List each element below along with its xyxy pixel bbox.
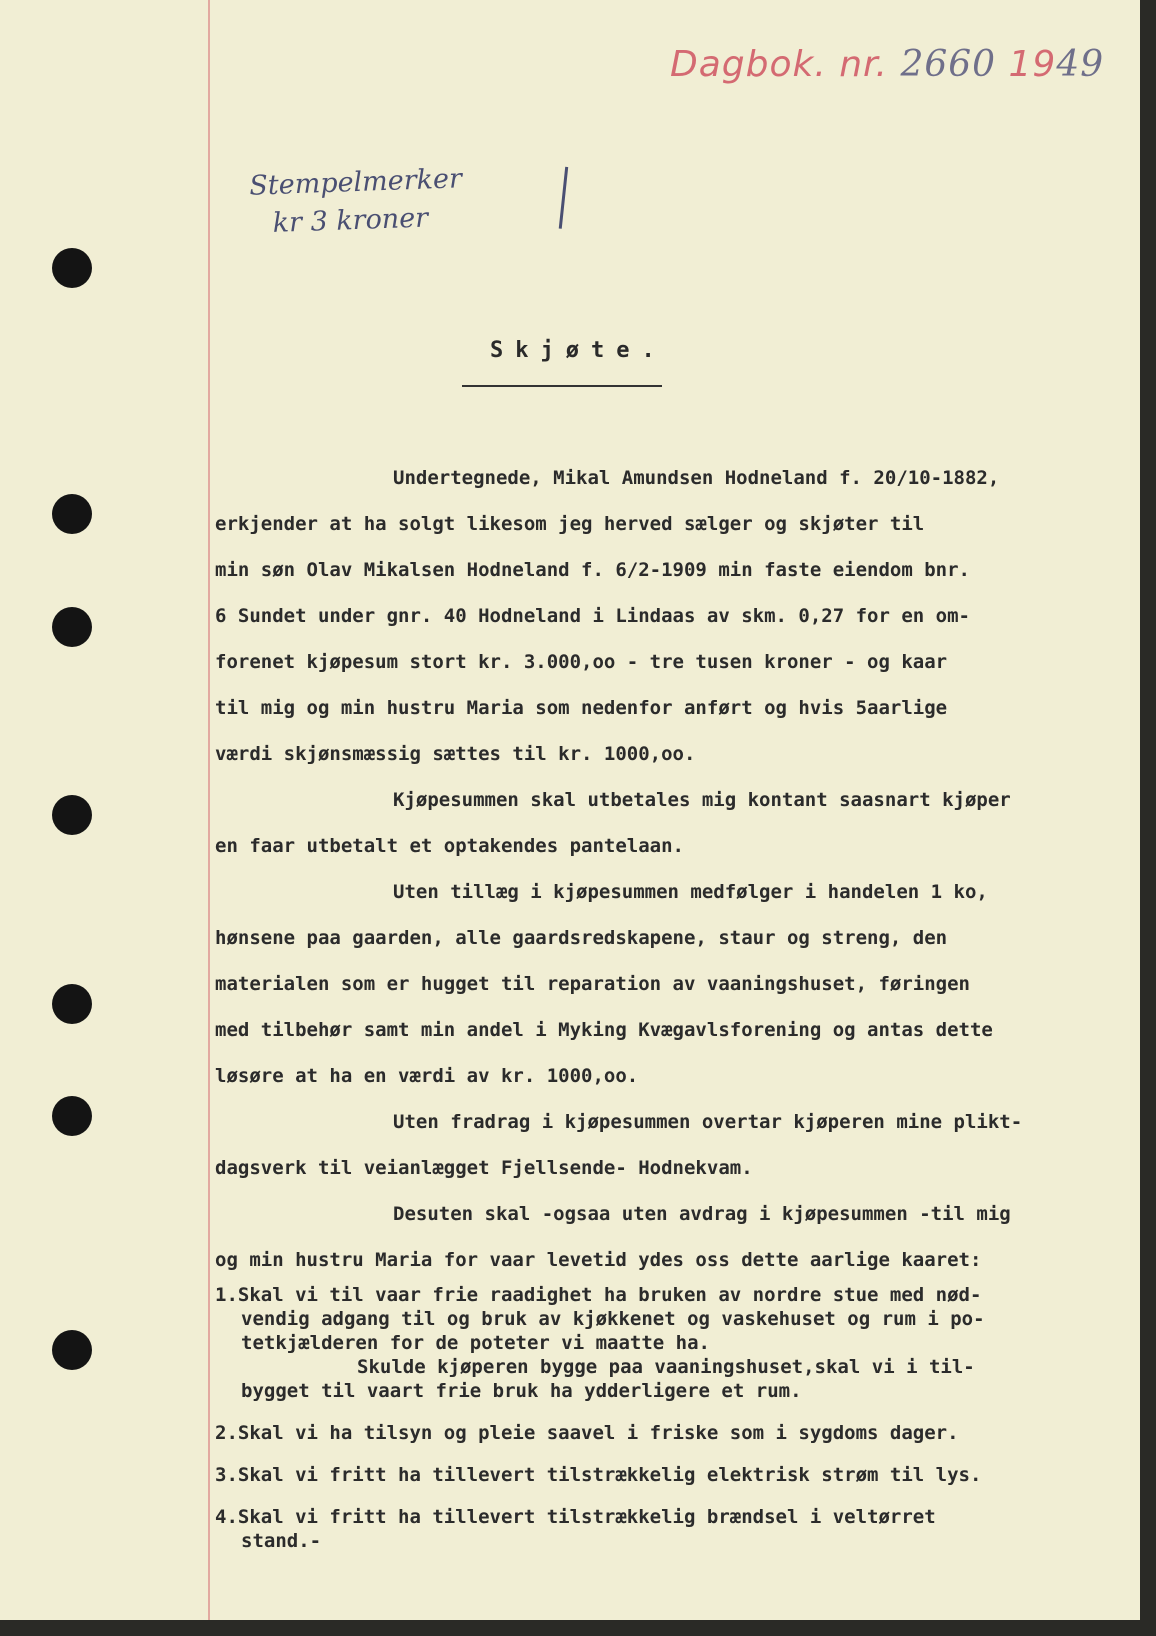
list-gap (215, 1403, 1120, 1421)
list-item-line: 1.Skal vi til vaar frie raadighet ha bruken av nordre stue med nød- (215, 1284, 982, 1306)
binder-hole (52, 795, 92, 835)
stamp-year-suffix: 49 (1056, 44, 1105, 85)
document-body (215, 455, 1120, 1571)
title-underline (462, 385, 662, 387)
margin-line (208, 0, 210, 1620)
conditions-list (215, 1283, 1120, 1571)
journal-stamp (670, 44, 1104, 85)
handwritten-annotation (249, 160, 464, 243)
binder-hole (52, 1330, 92, 1370)
text-line: Uten tillæg i kjøpesummen medfølger i handelen 1 ko, (393, 881, 988, 903)
list-item-line: bygget til vaart frie bruk ha ydderligere et rum. (241, 1380, 802, 1402)
text-line: forenet kjøpesum stort kr. 3.000,oo - tre tusen kroner - og kaar (215, 651, 948, 673)
list-item-line: 4.Skal vi fritt ha tillevert tilstrækkelig brændsel i veltørret (215, 1506, 936, 1528)
list-item-line: 2.Skal vi ha tilsyn og pleie saavel i friske som i sygdoms dager. (215, 1422, 959, 1444)
paragraphs (215, 455, 1120, 1283)
text-line: Uten fradrag i kjøpesummen overtar kjøperen mine plikt- (393, 1111, 1023, 1133)
text-line: Undertegnede, Mikal Amundsen Hodneland f. 20/10-1882, (393, 467, 1000, 489)
list-item-line: vendig adgang til og bruk av kjøkkenet og vaskehuset og rum i po- (241, 1308, 985, 1330)
list-gap (215, 1445, 1120, 1463)
list-item (215, 1355, 1120, 1403)
binder-hole (52, 248, 92, 288)
stamp-number: 2660 (900, 44, 997, 85)
text-line: 6 Sundet under gnr. 40 Hodneland i Lindaas av skm. 0,27 for en om- (215, 605, 970, 627)
list-gap (215, 1553, 1120, 1571)
text-line: løsøre at ha en værdi av kr. 1000,oo. (215, 1065, 639, 1087)
binder-hole (52, 494, 92, 534)
text-line: materialen som er hugget til reparation av vaaningshuset, føringen (215, 973, 970, 995)
list-gap (215, 1487, 1120, 1505)
text-line: erkjender at ha solgt likesom jeg herved sælger og skjøter til (215, 513, 925, 535)
document-title: Skjøte. (490, 338, 667, 363)
binder-hole (52, 1096, 92, 1136)
text-line: Desuten skal -ogsaa uten avdrag i kjøpesummen -til mig (393, 1203, 1011, 1225)
annotation-line: Stempelmerker (248, 163, 463, 202)
text-line: og min hustru Maria for vaar levetid ydes oss dette aarlige kaaret: (215, 1249, 982, 1271)
text-line: til mig og min hustru Maria som nedenfor anført og hvis 5aarlige (215, 697, 948, 719)
text-line: med tilbehør samt min andel i Myking Kvægavlsforening og antas dette (215, 1019, 993, 1041)
list-item (215, 1283, 1120, 1355)
list-item-line: 3.Skal vi fritt ha tillevert tilstrækkelig elektrisk strøm til lys. (215, 1464, 982, 1486)
text-line: Kjøpesummen skal utbetales mig kontant saasnart kjøper (393, 789, 1011, 811)
list-item-line: Skulde kjøperen bygge paa vaaningshuset,skal vi i til- (357, 1356, 975, 1378)
text-line: en faar utbetalt et optakendes pantelaan. (215, 835, 684, 857)
list-item (215, 1505, 1120, 1553)
text-line: værdi skjønsmæssig sættes til kr. 1000,oo. (215, 743, 696, 765)
annotation-line: kr 3 kroner (272, 202, 429, 239)
list-item-line: stand.- (241, 1530, 322, 1552)
list-item (215, 1421, 1120, 1445)
stamp-year-prefix: 19 (1008, 44, 1057, 85)
stamp-label: Dagbok. nr. (670, 44, 888, 85)
binder-hole (52, 984, 92, 1024)
text-line: hønsene paa gaarden, alle gaardsredskapene, staur og streng, den (215, 927, 948, 949)
list-item-line: tetkjælderen for de poteter vi maatte ha. (241, 1332, 710, 1354)
annotation-stroke (559, 167, 568, 229)
binder-hole (52, 607, 92, 647)
text-line: dagsverk til veianlægget Fjellsende- Hodnekvam. (215, 1157, 753, 1179)
text-line: min søn Olav Mikalsen Hodneland f. 6/2-1909 min faste eiendom bnr. (215, 559, 970, 581)
list-item (215, 1463, 1120, 1487)
